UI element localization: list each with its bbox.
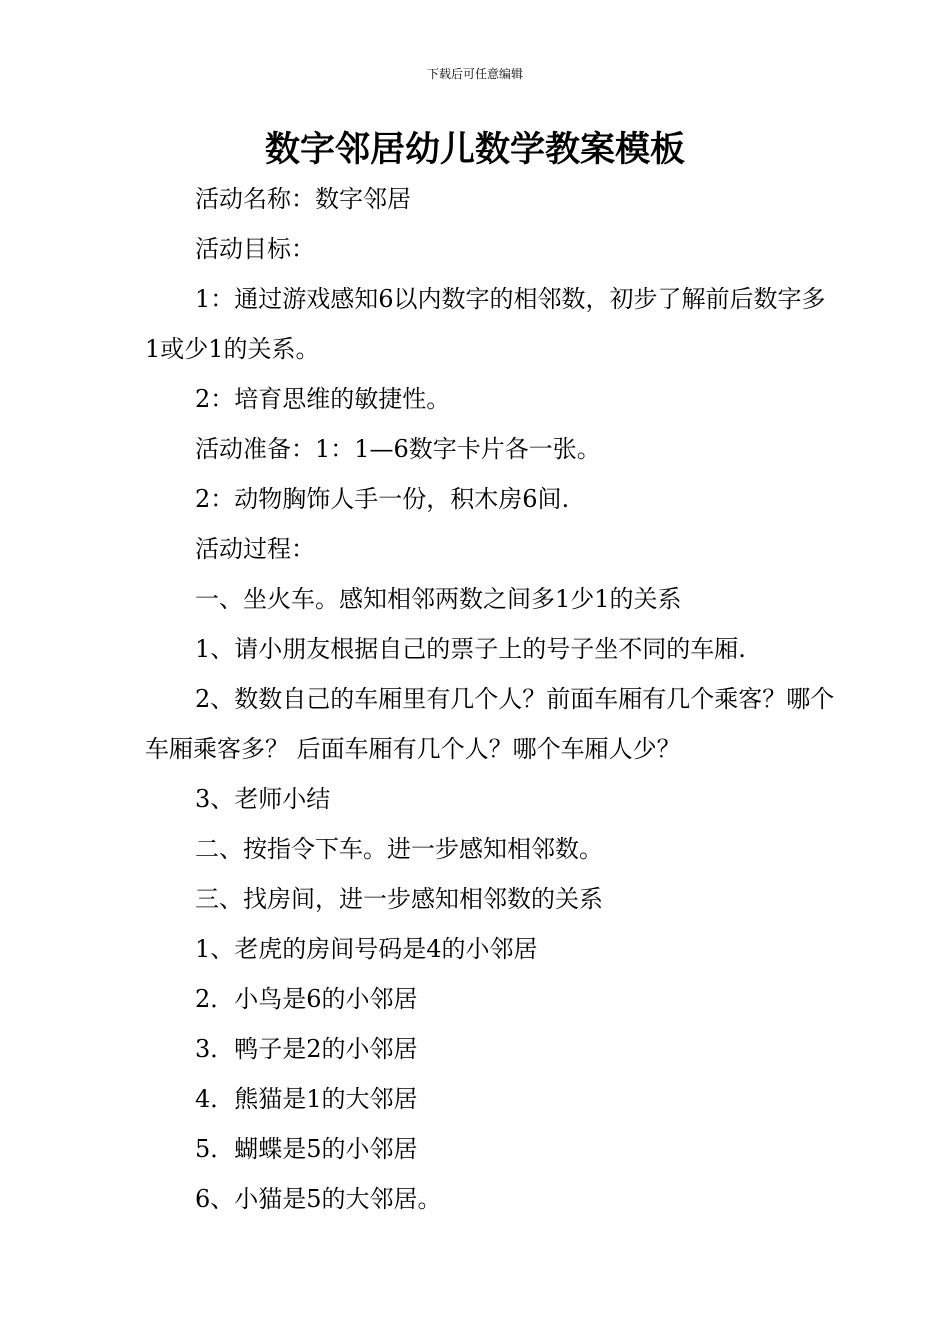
section-1-step-1: 1、请小朋友根据自己的票子上的号子坐不同的车厢. <box>195 635 746 663</box>
process-heading: 活动过程： <box>195 535 315 563</box>
section-1-step-2: 2、数数自己的车厢里有几个人？前面车厢有几个乘客？哪个车厢乘客多？ 后面车厢有几个人？哪个车厢人少？ <box>145 685 835 763</box>
page-header-note: 下载后可任意编辑 <box>426 67 523 81</box>
section-3-heading: 三、找房间，进一步感知相邻数的关系 <box>195 885 603 913</box>
section-3-item-4: 4．熊猫是1的大邻居 <box>195 1085 418 1113</box>
section-3-item-1: 1、老虎的房间号码是4的小邻居 <box>195 935 538 963</box>
section-2-heading: 二、按指令下车。进一步感知相邻数。 <box>195 835 603 863</box>
goal-2: 2：培育思维的敏捷性。 <box>195 385 451 413</box>
section-3-item-3: 3．鸭子是2的小邻居 <box>195 1035 418 1063</box>
section-3-item-2: 2．小鸟是6的小邻居 <box>195 985 418 1013</box>
document-body <box>145 174 835 1224</box>
section-3-item-6: 6、小猫是5的大邻居。 <box>195 1185 442 1213</box>
activity-name: 活动名称：数字邻居 <box>195 185 411 213</box>
goal-1: 1：通过游戏感知6以内数字的相邻数，初步了解前后数字多1或少1的关系。 <box>145 285 826 363</box>
preparation-2: 2：动物胸饰人手一份，积木房6间. <box>195 485 570 513</box>
section-1-heading: 一、坐火车。感知相邻两数之间多1少1的关系 <box>195 585 682 613</box>
preparation-1: 活动准备：1：1—6数字卡片各一张。 <box>195 435 601 463</box>
section-3-item-5: 5．蝴蝶是5的小邻居 <box>195 1135 418 1163</box>
section-1-step-3: 3、老师小结 <box>195 785 331 813</box>
activity-goals-heading: 活动目标： <box>195 235 315 263</box>
document-title: 数字邻居幼儿数学教案模板 <box>264 130 685 170</box>
